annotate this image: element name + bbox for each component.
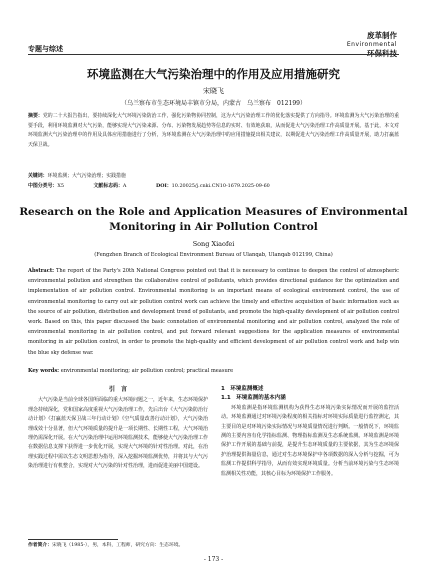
intro-heading: 引 言 <box>108 386 127 393</box>
intro-paragraph: 大气污染是当前全球各国所面临的重大环境问题之一，近年来，生态环境保护理念持续深化，党和国家高度重视大气污染治理工作，先后出台《大气污染防治行动计划》《打赢蓝天保卫战三年行动计划》《空气质量改善行动计划》，大气污染治理成效十分显著，但大气环境质量的提升是一项长期性、长期性工程，大气环境治理仍需深化开展。在大气污染治理中运用环境监测技术，能够使大气污染治理工作在数据信息支撑下获得进一步优化开展，实现大气环境的针对性治理。对此，在治理实践过程中需以生态文明思想为指导，深入挖掘环境监测优势，并将其与大气污染治理进行有机整合，实现对大气污染的针对性治理，进而促进美丽中国建设。 <box>28 397 209 470</box>
english-abstract-label: Abstract: <box>28 268 55 274</box>
classification-line <box>28 182 399 189</box>
chinese-abstract-label: 摘要： <box>28 113 43 119</box>
author-footnote <box>28 541 183 548</box>
page-number: - 173 - <box>203 556 224 563</box>
footnote-divider <box>28 539 118 540</box>
section-1-1-paragraph: 环境监测是指环境监测机构为获得生态环境污染实际情况而开展的监控活动。环境监测通过对环境污染程度的相关指标对环境实际质量进行监控测定，其主要目的是对环境污染实际情况与环境质量情况进行判断。一般情况下，环境监测的主要内容有化学指标监测、物理指标监测及生态系统监测。环境监测是环境保护工作开展的基础与前提，是提升生态环境质量的主要依据，其为生态环境保护治理提供海量信息，通过对生态环境保护中各项数据的深入分析与挖掘，可为监测工作提供科学指导，从而有效实现环境质量。分析当前环境污染与生态环境监测相关性功能，其核心目标为环境保护工作服务。 <box>221 404 399 477</box>
journal-name-line1: 废革制作 <box>367 31 397 40</box>
english-keywords <box>28 368 233 374</box>
chinese-affiliation: （乌兰察布市生态环境局丰镇市分局，内蒙古 乌兰察布 012199） <box>121 100 306 107</box>
english-keywords-label: Key words: <box>28 368 60 374</box>
chinese-author: 宋晓飞 <box>203 87 224 95</box>
clc-code: 中图分类号：X5 <box>28 183 64 189</box>
chinese-keywords-label: 关键词： <box>28 173 48 179</box>
doi: DOI：10.20025/j.cnki.CN10-1679.2025-09-60 <box>155 183 270 189</box>
header-divider <box>28 54 399 55</box>
document-code: 文献标志码：A <box>93 183 127 189</box>
body-right-column <box>221 385 399 479</box>
english-abstract <box>28 266 399 358</box>
body-left-column <box>28 385 208 472</box>
chinese-abstract <box>28 112 399 151</box>
chinese-title: 环境监测在大气污染治理中的作用及应用措施研究 <box>87 67 340 81</box>
section-1-1-heading: 1.1 环境监测的基本内涵 <box>221 395 286 402</box>
english-abstract-text: The report of the Party's 20th National Congress pointed out that it is necessary to continue to deepen the control of atmospheric environmental pollution and strengthen the collaborative control of pollutants, which provides directional guidance for the optimization and implementation of air pollution control. Environmental monitoring is an important means of ecological environment control, the use of environmental monitoring to carry out air pollution control work can achieve the timely and effective acquisition of basic information such as the source of air pollution, distribution and development trend of pollutants, and promote the high-quality development of air pollution control work. Based on this, this paper discussed the basic connotation of environmental monitoring and air pollution control, analyzed the role of environmental monitoring in air pollution control, and put forward relevant suggestions for the application measures of environmental monitoring in air pollution control, in order to promote the high-quality and efficient development of air pollution control work and help win the blue sky defense war. <box>28 268 399 356</box>
english-affiliation: (Fengzhen Branch of Ecological Environment Bureau of Ulanqab, Ulanqab 012199, China) <box>94 252 333 258</box>
journal-name-line3: 环保科技 <box>367 49 397 58</box>
english-keywords-text: environmental monitoring; air pollution control; practical measure <box>60 368 234 374</box>
section-1-heading: 1 环境监测概述 <box>221 386 264 392</box>
chinese-keywords <box>28 172 126 179</box>
author-footnote-label: 作者简介： <box>28 542 52 548</box>
journal-name-line2: Environmental <box>346 41 397 48</box>
chinese-keywords-text: 环境监测；大气污染治理；实践措施 <box>47 173 126 179</box>
chinese-abstract-text: 党的二十大报告指出，要持续深化大气环境污染防治工作，强化污染物协同控制，这为大气污染治理工作的优化落实提供了方向指导。环境监测为大气污染治理的重要手段，利用环境监测对大气污染，能够实现大气污染来源、分布、污染物发展趋势等信息的实时、有效地获取，从而促进大气污染治理工作高质量开展。基于此，本文对环境监测大气污染治理中的作用及具体应用措施进行了分析，为环境监测在大气污染治理中的应用措施提出相关建议，以期促进大气污染治理工作高质量开展，助力打赢蓝天保卫战。 <box>28 113 399 149</box>
english-author: Song Xiaofei <box>192 240 235 248</box>
english-title: Research on the Role and Application Measures of Environmental Monitoring in Air Pollution Control <box>19 206 408 233</box>
author-footnote-text: 宋晓飞（1985-），男，本科，工程师，研究方向：生态环境。 <box>52 543 184 548</box>
section-label: 专题与综述 <box>28 45 63 53</box>
